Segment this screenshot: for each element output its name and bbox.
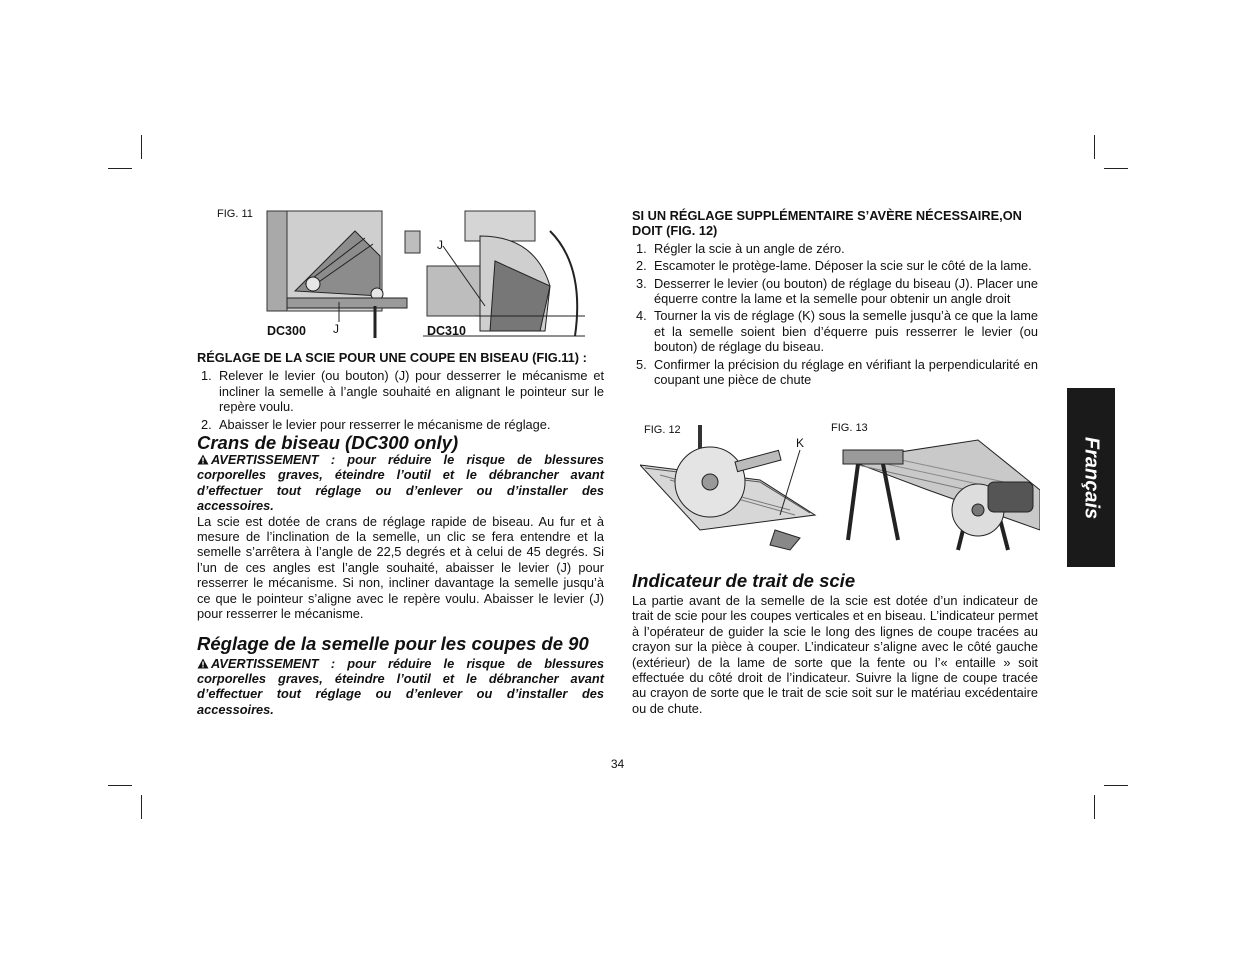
bevel-steps-list xyxy=(197,368,604,432)
warning-triangle-icon xyxy=(197,454,209,465)
figure-11 xyxy=(215,206,595,342)
crop-mark xyxy=(141,795,142,819)
fig12-label: FIG. 12 xyxy=(644,424,681,436)
saw-bevel-illustration xyxy=(215,206,595,342)
crop-mark xyxy=(1104,168,1128,169)
square-check-illustration xyxy=(640,420,820,555)
left-column xyxy=(197,350,604,717)
bevel-detents-title: Crans de biseau (DC300 only) xyxy=(197,432,459,454)
list-item: 5. Confirmer la précision du réglage en vérifiant la perpendicularité en coupant une pièce de chute xyxy=(636,356,1038,388)
list-item: 2. Abaisser le levier pour resserrer le mécanisme de réglage. xyxy=(201,416,551,432)
warning-paragraph: AVERTISSEMENT : pour réduire le risque de blessures corporelles graves, éteindre l’outil et le débrancher avant d’effectuer tout réglage ou d’enlever ou d’installer des accessoires. xyxy=(197,452,604,514)
fig11-label-j-bottom: J xyxy=(333,322,339,336)
crop-mark xyxy=(1094,135,1095,159)
language-tab-label: Français xyxy=(1080,436,1103,519)
shoe-adjust-title: Réglage de la semelle pour les coupes de 90 xyxy=(197,632,589,654)
crop-mark xyxy=(141,135,142,159)
kerf-indicator-section xyxy=(632,572,1038,716)
fig11-model-dc310: DC310 xyxy=(427,324,466,338)
bevel-section-heading: RÉGLAGE DE LA SCIE POUR UNE COUPE EN BISEAU (FIG.11) : xyxy=(197,350,587,365)
warning-triangle-icon xyxy=(197,658,209,669)
page-number: 34 xyxy=(610,757,625,771)
fig12-label-k: K xyxy=(796,436,805,450)
list-item: 1. Relever le levier (ou bouton) (J) pour desserrer le mécanisme et incliner la semelle à l’angle souhaité en alignant le pointeur sur le repère voulu. xyxy=(201,368,604,415)
figure-13 xyxy=(828,420,1040,555)
fig11-model-dc300: DC300 xyxy=(267,324,306,338)
sawhorse-cutting-illustration xyxy=(828,420,1040,555)
bevel-detents-body: La scie est dotée de crans de réglage rapide de biseau. Au fur et à mesure de l’inclination de la semelle, un clic se fera entendre et la semelle s’arrêtera à l’angle de 22,5 degrés et à celui de 45 degrés. Si l’un de ces angles est l’angle souhaité, abaisser le levier (J) pour resserrer le mécanisme. Si non, incliner davantage la semelle jusqu’à ce que le pointeur s’aligne avec le repère voulu. Abaisser le levier (J) pour resserrer le mécanisme. xyxy=(197,513,604,622)
list-item: 2. Escamoter le protège-lame. Déposer la scie sur le côté de la lame. xyxy=(636,258,1032,274)
fig11-label: FIG. 11 xyxy=(217,208,253,220)
crop-mark xyxy=(108,168,132,169)
kerf-indicator-body: La partie avant de la semelle de la scie est dotée d’un indicateur de trait de scie pour les coupes verticales et en biseau. L’indicateur permet à l’opérateur de guider la scie le long des lignes de coupe tracées au crayon sur la pièce à couper. L’indicateur s’aligne avec le côté gauche (extérieur) de la lame de sorte que la fente ou l’« entaille » soit effectuée du côté droit de l’indicateur. Suivre la ligne de coupe tracée au crayon de sorte que le trait de scie soit sur le matériau excédentaire ou de chute. xyxy=(632,593,1038,716)
extra-adjust-heading: SI UN RÉGLAGE SUPPLÉMENTAIRE S’AVÈRE NÉCESSAIRE,ON DOIT (FIG. 12) xyxy=(632,208,1022,239)
extra-adjust-steps-list xyxy=(632,241,1038,388)
warning-paragraph: AVERTISSEMENT : pour réduire le risque de blessures corporelles graves, éteindre l’outil et le débrancher avant d’effectuer tout réglage ou d’enlever ou d’installer des accessoires. xyxy=(197,655,604,717)
crop-mark xyxy=(1094,795,1095,819)
right-column xyxy=(632,208,1038,389)
crop-mark xyxy=(1104,785,1128,786)
kerf-indicator-title: Indicateur de trait de scie xyxy=(632,570,856,591)
list-item: 4. Tourner la vis de réglage (K) sous la semelle jusqu’à ce que la lame et la semelle soient bien d’équerre puis resserrer le levier (ou bouton) de réglage du biseau. xyxy=(636,308,1038,355)
fig11-label-j-top: J xyxy=(437,238,443,252)
list-item: 1. Régler la scie à un angle de zéro. xyxy=(636,240,845,256)
list-item: 3. Desserrer le levier (ou bouton) de réglage du biseau (J). Placer une équerre contre la lame et la semelle pour obtenir un angle droit xyxy=(636,275,1038,307)
figure-12 xyxy=(640,420,820,555)
fig13-label: FIG. 13 xyxy=(831,422,868,434)
language-tab xyxy=(1067,388,1115,567)
crop-mark xyxy=(108,785,132,786)
